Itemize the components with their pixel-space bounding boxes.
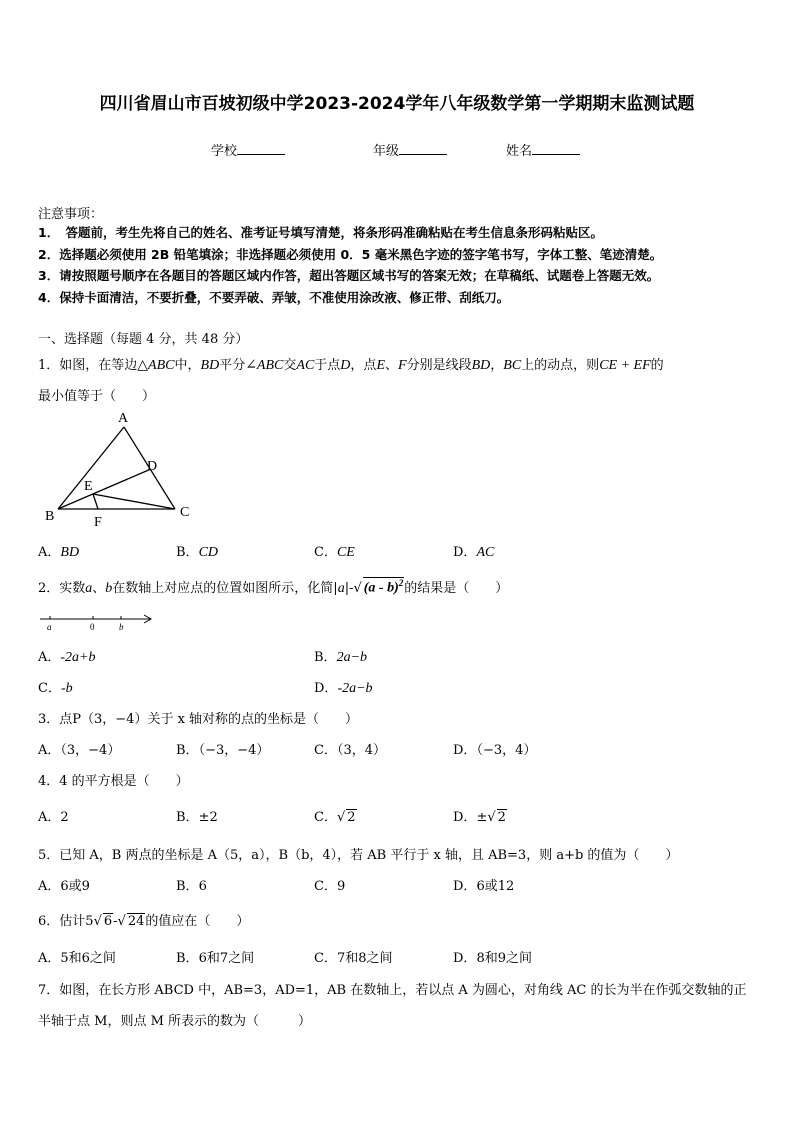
q1-triangle-figure [40, 405, 200, 530]
q6-option-a[interactable] [38, 947, 116, 966]
q1-text: 、 [385, 358, 399, 373]
q2-option-a[interactable] [38, 646, 96, 666]
q1-text: ， [490, 358, 504, 373]
q1-segment: BD [200, 358, 220, 373]
option-label: B． [314, 650, 337, 665]
option-label: D． [453, 951, 477, 966]
side-ab [58, 427, 124, 509]
option-value: BD [60, 545, 80, 560]
option-value: CE [336, 545, 355, 560]
option-value: 6 [198, 879, 207, 894]
option-label: A． [38, 743, 61, 758]
label-e: E [84, 479, 93, 494]
q1-option-a[interactable] [38, 541, 79, 561]
name-field [506, 140, 580, 159]
q1-text: 平分 [219, 358, 246, 373]
q3-stem: 3．点P（3，−4）关于 x 轴对称的点的坐标是（ ） [38, 712, 359, 727]
option-value: 7和8之间 [336, 951, 393, 966]
label-c: C [180, 505, 190, 520]
q5-option-a[interactable] [38, 875, 90, 894]
option-label: D． [453, 810, 477, 825]
q1-point: D [340, 358, 351, 373]
q6-radicand: 24 [127, 914, 145, 929]
option-value: -2a+b [60, 650, 96, 665]
q6-option-c[interactable] [314, 947, 393, 966]
option-label: D． [453, 743, 477, 758]
q3-option-c[interactable] [314, 739, 386, 758]
segment-bd [58, 469, 151, 509]
option-label: C． [314, 545, 337, 560]
q2-text: 的结果是（ ） [404, 581, 509, 596]
option-value: 6或9 [60, 879, 90, 894]
q1-angle: ∠ABC [245, 358, 284, 373]
note-item: 4．保持卡面清洁，不要折叠，不要弄破、弄皱，不准使用涂改液、修正带、刮纸刀。 [38, 290, 510, 305]
name-label: 姓名 [506, 144, 533, 159]
option-value: 2 [60, 810, 69, 825]
q1-text: 1．如图，在等边 [38, 358, 138, 373]
notes-heading: 注意事项： [38, 207, 104, 222]
option-value: ±2 [198, 810, 218, 825]
q2-text: |- [344, 581, 354, 596]
option-value: 8和9之间 [476, 951, 532, 966]
school-label: 学校 [211, 144, 238, 159]
q3-option-a[interactable] [38, 739, 120, 758]
q1-text: 于点 [314, 358, 341, 373]
segment-ce [93, 494, 175, 509]
q2-number-line [38, 608, 158, 634]
option-value: （−3，4） [476, 743, 537, 758]
q1-text: 的 [650, 358, 664, 373]
q2-radicand-text: (a - b) [363, 581, 399, 596]
q2-text: 、 [92, 581, 106, 596]
option-label: B． [176, 951, 199, 966]
q7-stem-line1: 7．如图，在长方形 ABCD 中，AB=3，AD=1，AB 在数轴上，若以点 A 为圆心，对角线 AC 的长为半在作弧交数轴的正 [38, 983, 747, 998]
option-value: 9 [336, 879, 346, 894]
option-value: （3，4） [336, 743, 386, 758]
option-label: D． [453, 879, 477, 894]
q7-stem-line2: 半轴于点 M，则点 M 所表示的数为（ ） [38, 1014, 312, 1029]
q1-segment: AC [296, 358, 315, 373]
option-label: D． [314, 681, 338, 696]
q1-text: 分别是线段 [406, 358, 472, 373]
segment-ef [93, 494, 98, 509]
q6-coefficient: 5 [85, 914, 94, 929]
option-label: B． [176, 743, 199, 758]
q6-radicand: 6 [103, 914, 113, 929]
q1-point: E [376, 358, 385, 373]
q1-text: 上的动点，则 [521, 358, 600, 373]
q5-option-b[interactable] [176, 875, 207, 894]
q2-text: 2．实数 [38, 581, 86, 596]
option-value: （3，−4） [60, 743, 121, 758]
label-b: B [45, 509, 55, 524]
sqrt-icon: √ [336, 810, 346, 825]
q5-option-d[interactable] [453, 875, 514, 894]
option-label: C． [38, 681, 61, 696]
q1-text: 交 [283, 358, 297, 373]
q1-segment: BC [503, 358, 522, 373]
option-label: C． [314, 879, 337, 894]
q1-text: ，点 [350, 358, 377, 373]
option-label: C． [314, 743, 337, 758]
q1-expression: CE + EF [599, 358, 651, 373]
q1-stem-line1 [38, 354, 664, 374]
option-label: A． [38, 951, 61, 966]
q4-stem: 4．4 的平方根是（ ） [38, 774, 189, 789]
q3-option-d[interactable] [453, 739, 536, 758]
q6-operator: - [113, 914, 118, 929]
school-field [211, 140, 285, 159]
q2-exponent: 2 [398, 578, 404, 589]
q3-option-b[interactable] [176, 739, 269, 758]
option-value: AC [476, 545, 495, 560]
q6-text: 的值应在（ ） [145, 914, 250, 929]
name-blank[interactable] [532, 142, 580, 155]
option-value: 2 [347, 810, 356, 825]
q4-option-b[interactable] [176, 806, 218, 825]
note-item: 2．选择题必须使用 2B 铅笔填涂；非选择题必须使用 0．5 毫米黑色字迹的签字笔书写，字体工整、笔迹清楚。 [38, 247, 663, 262]
grade-blank[interactable] [399, 142, 447, 155]
q1-point: F [398, 358, 407, 373]
note-item: 3．请按照题号顺序在各题目的答题区域内作答，超出答题区域书写的答案无效；在草稿纸、试题卷上答题无效。 [38, 268, 660, 283]
note-item: 1． 答题前，考生先将自己的姓名、准考证号填写清楚，将条形码准确粘贴在考生信息条形码粘贴区。 [38, 225, 603, 240]
option-label: D． [453, 545, 477, 560]
label-b: b [119, 622, 124, 632]
option-label: B． [176, 879, 199, 894]
option-value: CD [198, 545, 219, 560]
sqrt-icon: √ [353, 581, 362, 596]
grade-label: 年级 [373, 144, 400, 159]
sqrt-icon: √ [487, 810, 496, 825]
q5-stem: 5．已知 A，B 两点的坐标是 A（5，a），B（b，4），若 AB 平行于 x 轴，且 AB=3，则 a+b 的值为（ ） [38, 848, 679, 863]
q6-option-d[interactable] [453, 947, 532, 966]
q4-option-a[interactable] [38, 806, 69, 825]
option-label: C． [314, 810, 337, 825]
option-label: B． [176, 810, 199, 825]
q4-option-c[interactable] [314, 806, 357, 825]
q2-option-b[interactable] [314, 646, 367, 666]
q1-option-b[interactable] [176, 541, 218, 561]
q6-option-b[interactable] [176, 947, 254, 966]
option-value: -2a−b [337, 681, 373, 696]
q2-var: b [105, 581, 113, 596]
label-f: F [94, 515, 102, 530]
option-value: -b [60, 681, 73, 696]
label-d: D [147, 459, 158, 474]
option-value: （−3，−4） [198, 743, 270, 758]
q4-option-d[interactable] [453, 806, 507, 825]
label-a: A [118, 411, 129, 426]
q2-var: a [85, 581, 93, 596]
option-value: 5和6之间 [60, 951, 116, 966]
section-heading: 一、选择题（每题 4 分，共 48 分） [38, 332, 249, 347]
label-a: a [47, 622, 52, 632]
q1-option-d[interactable] [453, 541, 494, 561]
option-value: 2 [497, 810, 506, 825]
option-value: 6和7之间 [198, 951, 255, 966]
option-label: A． [38, 545, 61, 560]
option-label: C． [314, 951, 337, 966]
q1-triangle: △ABC [137, 358, 175, 373]
q2-var: a [337, 581, 345, 596]
sqrt-icon: √ [117, 914, 126, 929]
option-label: B． [176, 545, 199, 560]
option-label: A． [38, 879, 61, 894]
q2-option-d[interactable] [314, 677, 373, 697]
sqrt-icon: √ [93, 914, 102, 929]
q6-stem [38, 910, 249, 929]
q2-radicand [363, 577, 405, 597]
q5-option-c[interactable] [314, 875, 345, 894]
q1-text: 中， [174, 358, 201, 373]
page-title: 四川省眉山市百坡初级中学2023-2024学年八年级数学第一学期期末监测试题 [99, 94, 695, 114]
option-value: 2a−b [336, 650, 368, 665]
q2-option-c[interactable] [38, 677, 73, 697]
q1-option-c[interactable] [314, 541, 355, 561]
option-prefix: ± [476, 810, 488, 825]
label-zero: 0 [90, 622, 95, 632]
q1-segment: BD [471, 358, 491, 373]
option-label: A． [38, 650, 61, 665]
option-label: A． [38, 810, 61, 825]
option-value: 6或12 [476, 879, 515, 894]
school-blank[interactable] [237, 142, 285, 155]
grade-field [373, 140, 447, 159]
q2-stem [38, 577, 508, 597]
q6-text: 6．估计 [38, 914, 86, 929]
q1-stem-line2: 最小值等于（ ） [38, 389, 156, 404]
q2-text: 在数轴上对应点的位置如图所示，化简| [112, 581, 338, 596]
